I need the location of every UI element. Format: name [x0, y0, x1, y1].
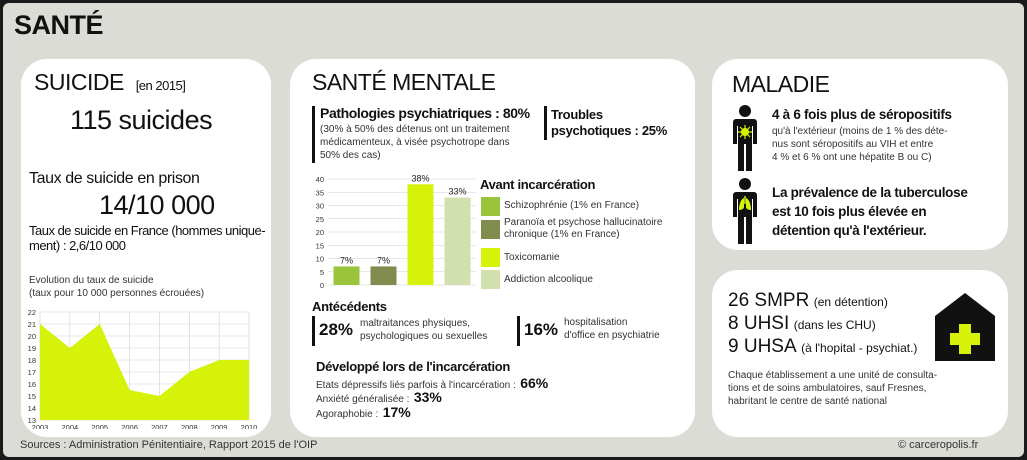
suicide-rate-value: 14/10 000 [99, 190, 215, 220]
bar-value-label: 7% [376, 255, 391, 266]
struct-row-uhsa-small: (à l'hopital - psychiat.) [801, 341, 918, 355]
maladie-item1-head: 4 à 6 fois plus de séropositifs [772, 107, 952, 122]
y-tick-label: 20 [315, 228, 324, 237]
struct-note-1: Chaque établissement a une unité de consulta- [728, 370, 938, 381]
y-tick-label: 16 [27, 380, 36, 389]
dev-item-agoraphobie-value: 17% [382, 404, 411, 420]
suicide-count: 115 suicides [70, 105, 213, 135]
patho-accent-bar [312, 106, 315, 163]
struct-note-2: tions et de soins ambulatoires, sauf Fresnes, [728, 383, 927, 394]
legend-swatch-paranoia [481, 220, 500, 239]
bar-value-label: 33% [448, 186, 467, 197]
x-tick-label: 2003 [31, 423, 49, 429]
maladie-title: MALADIE [732, 71, 830, 97]
y-tick-label: 21 [27, 320, 36, 329]
maladie-item1-l2: nus sont séropositifs au VIH et entre [772, 139, 934, 150]
ante1-value: 28% [319, 320, 354, 339]
troubles-accent-bar [544, 106, 547, 140]
y-tick-label: 40 [315, 175, 324, 184]
bar-value-label: 38% [411, 173, 430, 184]
structures-panel [712, 270, 1008, 437]
bar-3 [408, 184, 434, 285]
suicide-title [34, 69, 185, 96]
legend-swatch-toxicomanie [481, 248, 500, 267]
y-tick-label: 22 [27, 308, 36, 317]
maladie-item2-l3: détention qu'à l'extérieur. [772, 223, 927, 238]
maladie-item1-l3: 4 % et 6 % ont une hépatite B ou C) [772, 152, 932, 163]
before-incarceration-chart [308, 167, 480, 293]
person-virus-icon [732, 105, 758, 171]
bar-1 [334, 266, 360, 285]
legend-label-paranoia-2: chronique (1% en France) [504, 229, 620, 240]
france-rate-line2: ment) : 2,6/10 000 [29, 238, 126, 253]
mental-health-panel [290, 59, 695, 437]
x-tick-label: 2006 [121, 423, 138, 429]
ante1-line1: maltraitances physiques, [360, 318, 471, 329]
y-tick-label: 19 [27, 344, 36, 353]
dev-item-anxiete-value: 33% [413, 389, 442, 405]
suicide-rate-label: Taux de suicide en prison [29, 170, 200, 187]
antecedents-title: Antécédents [312, 299, 387, 314]
dev-item-anxiete-label: Anxiété généralisée : [316, 394, 410, 405]
y-tick-label: 17 [27, 368, 36, 377]
x-tick-label: 2008 [180, 423, 198, 429]
ante2-line1: hospitalisation [564, 317, 628, 328]
legend-swatch-schizophrenie [481, 197, 500, 216]
patho-note-2: médicamenteux, à visée psychotrope dans [320, 137, 510, 148]
y-tick-label: 0 [319, 281, 324, 290]
legend-label-schizophrenie: Schizophrénie (1% en France) [504, 200, 640, 211]
suicide-panel [21, 59, 271, 437]
x-tick-label: 2004 [61, 423, 79, 429]
bar-4 [445, 198, 471, 285]
y-tick-label: 20 [27, 332, 36, 341]
person-lungs-icon [732, 178, 758, 244]
patho-label: Pathologies psychiatriques : 80% [320, 105, 530, 121]
struct-row-uhsa [728, 336, 917, 358]
ante1-accent-bar [312, 316, 315, 346]
maladie-item2-l1: La prévalence de la tuberculose [772, 185, 968, 200]
credit-link[interactable]: © carceropolis.fr [898, 439, 979, 451]
struct-row-smpr-big: 26 SMPR [728, 290, 810, 311]
patho-note-1: (30% à 50% des détenus ont un traitement [320, 124, 510, 135]
avant-title: Avant incarcération [480, 177, 596, 192]
x-tick-label: 2010 [240, 423, 258, 429]
y-tick-label: 30 [315, 201, 324, 211]
maladie-item2-l2: est 10 fois plus élevée en [772, 204, 927, 219]
chart-title-line2: (taux pour 10 000 personnes écrouées) [29, 288, 205, 299]
disease-panel [712, 59, 1008, 250]
ante2-accent-bar [517, 316, 520, 346]
struct-note-3: habritant le centre de santé national [728, 396, 887, 407]
dev-item-agoraphobie-label: Agoraphobie : [316, 409, 379, 420]
sources-footer: Sources : Administration Pénitentiaire, Rapport 2015 de l'OIP [20, 439, 318, 451]
x-tick-label: 2005 [91, 423, 109, 429]
struct-row-uhsi-big: 8 UHSI [728, 313, 790, 334]
ante2-line2: d'office en psychiatrie [564, 330, 660, 341]
suicide-year-tag: [en 2015] [135, 78, 186, 93]
x-tick-label: 2007 [151, 423, 168, 429]
struct-row-uhsi [728, 313, 876, 335]
page-title: SANTÉ [14, 10, 104, 40]
maladie-item1-l1: qu'à l'extérieur (moins de 1 % des déte- [772, 126, 948, 137]
hospital-icon [934, 292, 996, 362]
mental-title: SANTÉ MENTALE [312, 69, 496, 95]
ante1-line2: psychologiques ou sexuelles [360, 331, 488, 342]
y-tick-label: 25 [315, 214, 324, 224]
bar-2 [371, 266, 397, 285]
bar-value-label: 7% [339, 255, 354, 266]
y-tick-label: 18 [27, 356, 36, 365]
legend-swatch-alcool [481, 270, 500, 289]
y-tick-label: 5 [319, 267, 324, 277]
dev-item-depression-value: 66% [520, 375, 549, 391]
y-tick-label: 35 [315, 188, 324, 198]
struct-row-uhsi-small: (dans les CHU) [793, 318, 876, 332]
troubles-line1: Troubles [551, 107, 603, 122]
y-tick-label: 14 [27, 404, 36, 413]
y-tick-label: 10 [315, 254, 324, 264]
struct-row-smpr-small: (en détention) [813, 295, 888, 309]
suicide-title-text: SUICIDE [34, 69, 124, 95]
france-rate-line1: Taux de suicide en France (hommes unique- [29, 223, 266, 238]
y-tick-label: 13 [27, 416, 36, 425]
dev-item-agoraphobie [316, 404, 411, 422]
struct-row-uhsa-big: 9 UHSA [728, 336, 797, 357]
y-tick-label: 15 [315, 241, 324, 251]
dev-item-depression-label: Etats dépressifs liés parfois à l'incarcération : [316, 380, 516, 391]
ante2-value: 16% [524, 320, 559, 339]
y-tick-label: 15 [27, 392, 36, 401]
struct-row-smpr [728, 290, 888, 312]
patho-note-3: 50% des cas) [320, 150, 381, 161]
suicide-rate-chart [21, 304, 271, 429]
legend-label-toxicomanie: Toxicomanie [504, 252, 560, 263]
legend-label-paranoia-1: Paranoïa et psychose hallucinatoire [504, 217, 663, 228]
legend-label-alcool: Addiction alcoolique [504, 274, 593, 285]
dev-title: Développé lors de l'incarcération [316, 359, 511, 374]
x-tick-label: 2009 [210, 423, 228, 429]
chart-title-line1: Evolution du taux de suicide [29, 275, 154, 286]
troubles-line2: psychotiques : 25% [551, 123, 667, 138]
